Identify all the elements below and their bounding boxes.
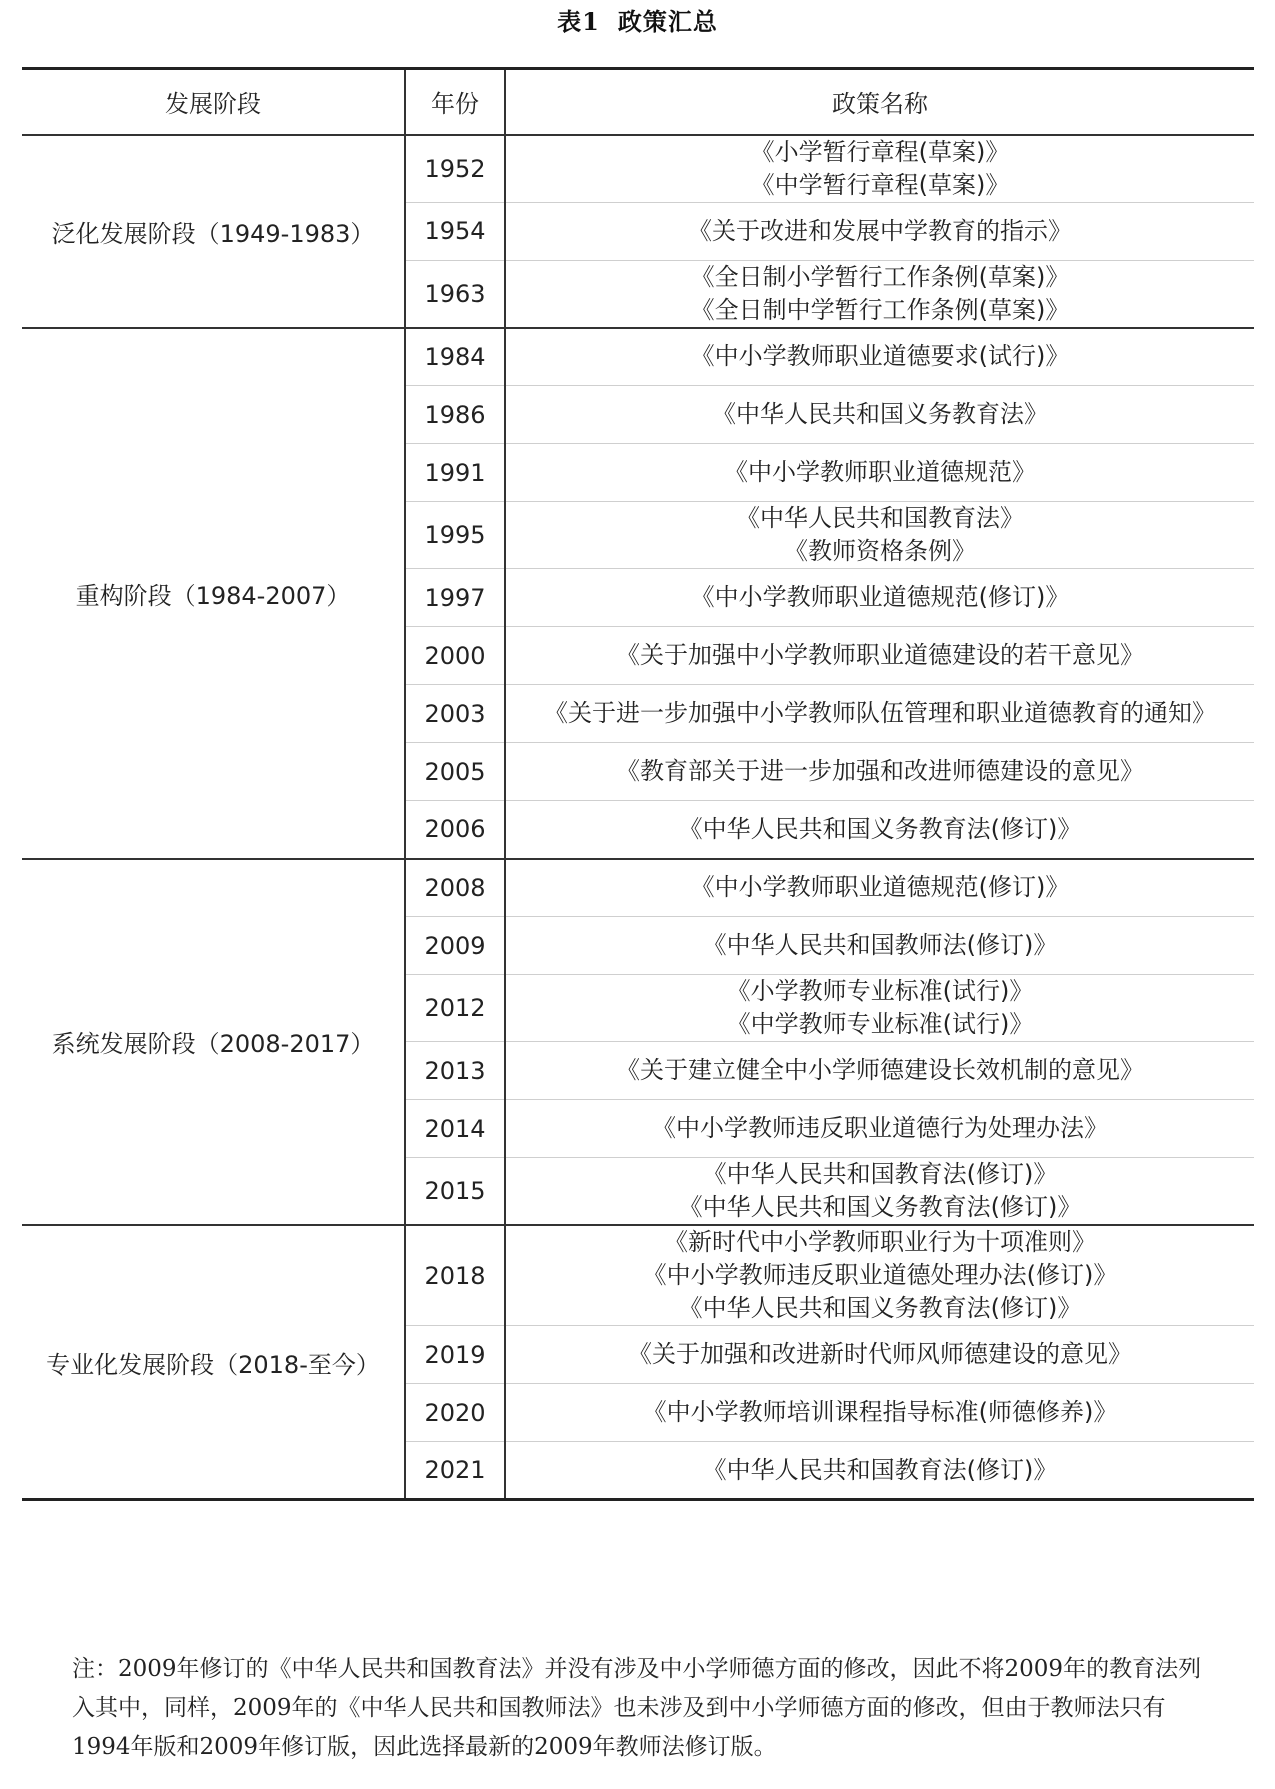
policy-cell (505, 1042, 1254, 1100)
policy-name: 《关于加强和改进新时代师风师德建设的意见》 (628, 1340, 1132, 1368)
policy-cell (505, 444, 1254, 502)
policy-name: 《中小学教师违反职业道德处理办法(修订)》 (642, 1261, 1118, 1289)
policy-cell (505, 917, 1254, 975)
policy-name: 《关于改进和发展中学教育的指示》 (688, 216, 1072, 245)
year-cell: 1984 (405, 328, 505, 386)
year-cell: 1997 (405, 569, 505, 627)
policy-table (22, 67, 1254, 1501)
year-cell: 1963 (405, 260, 505, 328)
policy-name: 《小学暂行章程(草案)》 (750, 137, 1010, 166)
policy-name: 《中小学教师培训课程指导标准(师德修养)》 (642, 1398, 1118, 1426)
policy-name: 《中小学教师职业道德规范(修订)》 (690, 873, 1070, 902)
stage-cell: 泛化发展阶段（1949-1983） (22, 135, 405, 328)
policy-cell (505, 328, 1254, 386)
policy-cell (505, 743, 1254, 801)
policy-cell (505, 627, 1254, 685)
policy-name: 《中华人民共和国义务教育法》 (712, 400, 1048, 428)
stage-cell: 专业化发展阶段（2018-至今） (22, 1225, 405, 1500)
year-cell: 1986 (405, 386, 505, 444)
policy-cell (505, 1326, 1254, 1384)
year-cell: 2019 (405, 1326, 505, 1384)
policy-name: 《小学教师专业标准(试行)》 (726, 977, 1034, 1005)
policy-name: 《教师资格条例》 (784, 537, 976, 565)
policy-name: 《关于加强中小学教师职业道德建设的若干意见》 (616, 641, 1144, 669)
year-cell: 2012 (405, 975, 505, 1042)
year-cell: 2020 (405, 1384, 505, 1442)
stage-cell: 重构阶段（1984-2007） (22, 328, 405, 859)
table-title-text: 政策汇总 (617, 7, 718, 36)
table-number: 表1 (557, 7, 600, 36)
policy-cell (505, 202, 1254, 260)
table-row (22, 135, 1254, 203)
table-row (22, 859, 1254, 917)
policy-name: 《中华人民共和国教师法(修订)》 (702, 931, 1058, 959)
year-cell: 2003 (405, 685, 505, 743)
table-row (22, 328, 1254, 386)
policy-name: 《中小学教师职业道德规范》 (724, 458, 1036, 486)
table-note: 注：2009年修订的《中华人民共和国教育法》并没有涉及中小学师德方面的修改，因此不将2009年的教育法列入其中，同样，2009年的《中华人民共和国教师法》也未涉及到中小学师德方面的修改，但由于教师法只有1994年版和2009年修订版，因此选择最新的2009年教师法修订版。 (72, 1656, 1202, 1760)
year-cell: 2006 (405, 801, 505, 859)
year-cell: 1954 (405, 202, 505, 260)
policy-cell (505, 1158, 1254, 1226)
table-row (22, 1225, 1254, 1326)
policy-name: 《关于进一步加强中小学教师队伍管理和职业道德教育的通知》 (544, 699, 1216, 727)
year-cell: 2005 (405, 743, 505, 801)
policy-name: 《新时代中小学教师职业行为十项准则》 (664, 1228, 1096, 1256)
header-stage: 发展阶段 (22, 69, 405, 135)
policy-cell (505, 569, 1254, 627)
policy-cell (505, 135, 1254, 203)
table-body (22, 135, 1254, 1500)
policy-cell (505, 801, 1254, 859)
policy-name: 《关于建立健全中小学师德建设长效机制的意见》 (616, 1056, 1144, 1084)
policy-name: 《中小学教师职业道德要求(试行)》 (690, 342, 1070, 371)
header-policy: 政策名称 (505, 69, 1254, 135)
table-title (0, 4, 1275, 40)
policy-cell (505, 1442, 1254, 1500)
policy-name: 《中华人民共和国教育法(修订)》 (702, 1160, 1058, 1188)
policy-cell (505, 859, 1254, 917)
year-cell: 2008 (405, 859, 505, 917)
year-cell: 2013 (405, 1042, 505, 1100)
year-cell: 2009 (405, 917, 505, 975)
policy-cell (505, 502, 1254, 569)
policy-cell (505, 1384, 1254, 1442)
policy-cell (505, 685, 1254, 743)
year-cell: 1952 (405, 135, 505, 203)
year-cell: 2015 (405, 1158, 505, 1226)
policy-name: 《教育部关于进一步加强和改进师德建设的意见》 (616, 757, 1144, 785)
policy-name: 《中华人民共和国义务教育法(修订)》 (678, 1294, 1082, 1322)
year-cell: 2018 (405, 1225, 505, 1326)
year-cell: 2021 (405, 1442, 505, 1500)
table-header-row (22, 69, 1254, 135)
policy-name: 《中华人民共和国义务教育法(修订)》 (678, 1193, 1082, 1221)
policy-name: 《中学暂行章程(草案)》 (750, 170, 1010, 199)
year-cell: 1991 (405, 444, 505, 502)
policy-name: 《中学教师专业标准(试行)》 (726, 1010, 1034, 1038)
policy-name: 《中华人民共和国义务教育法(修订)》 (678, 814, 1082, 843)
policy-cell (505, 975, 1254, 1042)
year-cell: 2000 (405, 627, 505, 685)
policy-name: 《中小学教师违反职业道德行为处理办法》 (652, 1114, 1108, 1142)
year-cell: 1995 (405, 502, 505, 569)
policy-name: 《全日制小学暂行工作条例(草案)》 (690, 262, 1070, 291)
policy-cell (505, 1225, 1254, 1326)
policy-cell (505, 260, 1254, 328)
policy-cell (505, 1100, 1254, 1158)
policy-name: 《中华人民共和国教育法(修订)》 (702, 1455, 1058, 1484)
year-cell: 2014 (405, 1100, 505, 1158)
policy-cell (505, 386, 1254, 444)
policy-name: 《中小学教师职业道德规范(修订)》 (690, 583, 1070, 611)
policy-name: 《中华人民共和国教育法》 (736, 504, 1024, 532)
header-year: 年份 (405, 69, 505, 135)
policy-name: 《全日制中学暂行工作条例(草案)》 (690, 295, 1070, 324)
stage-cell: 系统发展阶段（2008-2017） (22, 859, 405, 1226)
